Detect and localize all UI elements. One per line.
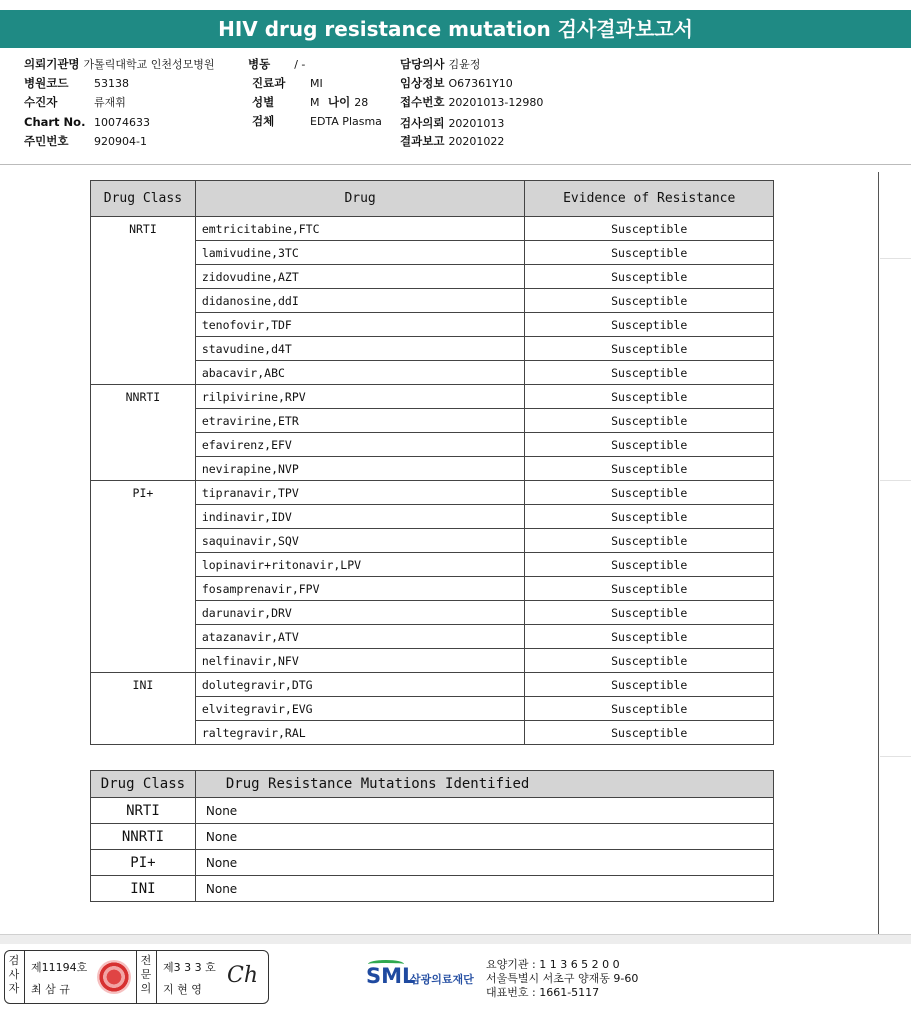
address: 서울특별시 서초구 양재동 9-60 — [486, 972, 639, 985]
mutation-class-cell: NRTI — [91, 798, 196, 824]
mutation-value-cell: None — [195, 876, 773, 902]
table-row — [91, 850, 774, 876]
drug-name-cell: etravirine,ETR — [195, 409, 525, 433]
drug-class-cell: INI — [91, 673, 196, 697]
evidence-cell: Susceptible — [525, 241, 774, 265]
col-header-drug-class: Drug Class — [91, 181, 196, 217]
col-header-drug: Drug — [195, 181, 525, 217]
table-row — [91, 289, 774, 313]
footer-band — [0, 934, 911, 944]
drug-class-cell — [91, 289, 196, 313]
evidence-cell: Susceptible — [525, 625, 774, 649]
receipt-no-field: 접수번호 20201013-12980 — [400, 95, 544, 109]
sig-divider — [156, 951, 157, 1003]
table-row — [91, 625, 774, 649]
header-divider — [0, 164, 911, 165]
specimen-value: EDTA Plasma — [310, 115, 382, 128]
drug-name-cell: indinavir,IDV — [195, 505, 525, 529]
evidence-cell: Susceptible — [525, 649, 774, 673]
drug-class-cell — [91, 577, 196, 601]
ward-field: 병동 / - — [248, 57, 306, 71]
drug-name-cell: atazanavir,ATV — [195, 625, 525, 649]
drug-name-cell: fosamprenavir,FPV — [195, 577, 525, 601]
drug-class-cell — [91, 697, 196, 721]
table-row — [91, 457, 774, 481]
table-row — [91, 529, 774, 553]
clinical-info-value: O67361Y10 — [448, 77, 513, 90]
table-row — [91, 505, 774, 529]
table-row — [91, 265, 774, 289]
evidence-cell: Susceptible — [525, 217, 774, 241]
table-row — [91, 217, 774, 241]
table-row — [91, 721, 774, 745]
mutation-table — [90, 770, 774, 902]
drug-class-cell — [91, 625, 196, 649]
sex-value: M — [310, 96, 320, 109]
mut-col-header-mutations: Drug Resistance Mutations Identified — [195, 771, 773, 798]
department-field: 진료과 MI — [252, 76, 323, 90]
evidence-cell: Susceptible — [525, 529, 774, 553]
evidence-cell: Susceptible — [525, 289, 774, 313]
col-header-evidence: Evidence of Resistance — [525, 181, 774, 217]
foundation-name: 삼광의료재단 — [410, 973, 474, 986]
clinical-info-field: 임상정보 O67361Y10 — [400, 76, 513, 90]
drug-resistance-table — [90, 180, 774, 745]
table-row — [91, 481, 774, 505]
age-value: 28 — [354, 96, 369, 109]
drug-name-cell: saquinavir,SQV — [195, 529, 525, 553]
mut-col-header-class: Drug Class — [91, 771, 196, 798]
drug-name-cell: lamivudine,3TC — [195, 241, 525, 265]
drug-name-cell: nelfinavir,NFV — [195, 649, 525, 673]
drug-class-cell — [91, 457, 196, 481]
drug-class-cell — [91, 313, 196, 337]
doctor-field: 담당의사 김윤정 — [400, 57, 481, 71]
institution-field: 의뢰기관명 가톨릭대학교 인천성모병원 — [24, 57, 215, 71]
mutation-value-cell: None — [195, 798, 773, 824]
drug-name-cell: didanosine,ddI — [195, 289, 525, 313]
evidence-cell: Susceptible — [525, 673, 774, 697]
right-margin-tick — [880, 756, 911, 757]
evidence-cell: Susceptible — [525, 313, 774, 337]
evidence-cell: Susceptible — [525, 433, 774, 457]
handwritten-signature: Ch — [227, 963, 259, 988]
table-row — [91, 824, 774, 850]
evidence-cell: Susceptible — [525, 361, 774, 385]
request-date-value: 20201013 — [448, 117, 505, 130]
drug-class-cell — [91, 433, 196, 457]
drug-class-cell: NRTI — [91, 217, 196, 241]
evidence-cell: Susceptible — [525, 337, 774, 361]
inspector-name: 최 삼 규 — [31, 983, 70, 996]
drug-class-cell — [91, 553, 196, 577]
evidence-cell: Susceptible — [525, 577, 774, 601]
sig-divider — [136, 951, 137, 1003]
drug-class-cell — [91, 337, 196, 361]
drug-name-cell: emtricitabine,FTC — [195, 217, 525, 241]
drug-class-cell — [91, 241, 196, 265]
drug-name-cell: lopinavir+ritonavir,LPV — [195, 553, 525, 577]
table-row — [91, 601, 774, 625]
right-margin-rule — [878, 172, 879, 934]
evidence-cell: Susceptible — [525, 409, 774, 433]
age-field: 나이 28 — [328, 95, 369, 109]
drug-class-cell — [91, 409, 196, 433]
mutation-value-cell: None — [195, 824, 773, 850]
table-row — [91, 798, 774, 824]
table-row — [91, 649, 774, 673]
drug-name-cell: raltegravir,RAL — [195, 721, 525, 745]
table-row — [91, 553, 774, 577]
drug-name-cell: nevirapine,NVP — [195, 457, 525, 481]
drug-name-cell: stavudine,d4T — [195, 337, 525, 361]
drug-name-cell: efavirenz,EFV — [195, 433, 525, 457]
sml-logo — [366, 960, 486, 1000]
sig-divider — [24, 951, 25, 1003]
table-row — [91, 697, 774, 721]
logo-text: SML — [366, 964, 416, 988]
specialist-number: 제3 3 3 호 — [163, 961, 216, 974]
specimen-field: 검체 EDTA Plasma — [252, 114, 382, 128]
table-row — [91, 673, 774, 697]
drug-name-cell: rilpivirine,RPV — [195, 385, 525, 409]
request-date-field: 검사의뢰 20201013 — [400, 116, 505, 130]
evidence-cell: Susceptible — [525, 721, 774, 745]
table-row — [91, 876, 774, 902]
evidence-cell: Susceptible — [525, 505, 774, 529]
doctor-value: 김윤정 — [448, 58, 481, 71]
table-row — [91, 385, 774, 409]
sex-field: 성별 M — [252, 95, 320, 109]
drug-name-cell: darunavir,DRV — [195, 601, 525, 625]
drug-class-cell — [91, 505, 196, 529]
seal-stamp — [97, 960, 131, 994]
specialist-label: 전문의 — [140, 954, 152, 995]
phone-number: 대표번호 : 1661-5117 — [486, 986, 600, 999]
drug-name-cell: tenofovir,TDF — [195, 313, 525, 337]
department-value: MI — [310, 77, 323, 90]
resident-no-field: 주민번호 920904-1 — [24, 134, 147, 148]
evidence-cell: Susceptible — [525, 481, 774, 505]
evidence-cell: Susceptible — [525, 553, 774, 577]
drug-class-cell — [91, 601, 196, 625]
drug-class-cell — [91, 361, 196, 385]
resident-no-value: 920904-1 — [94, 135, 147, 148]
signature-box — [4, 950, 269, 1004]
drug-name-cell: dolutegravir,DTG — [195, 673, 525, 697]
table-row — [91, 241, 774, 265]
chart-no-field: Chart No. 10074633 — [24, 115, 150, 129]
drug-class-cell: PI+ — [91, 481, 196, 505]
specialist-name: 지 현 영 — [163, 983, 202, 996]
table-row — [91, 409, 774, 433]
evidence-cell: Susceptible — [525, 265, 774, 289]
inspector-label: 검사자 — [8, 954, 20, 995]
footer-contact — [486, 958, 638, 1000]
evidence-cell: Susceptible — [525, 697, 774, 721]
hospital-code-field: 병원코드 53138 — [24, 76, 129, 90]
receipt-no-value: 20201013-12980 — [448, 96, 544, 109]
table-row — [91, 361, 774, 385]
mutation-class-cell: PI+ — [91, 850, 196, 876]
table-row — [91, 433, 774, 457]
drug-class-cell — [91, 265, 196, 289]
evidence-cell: Susceptible — [525, 601, 774, 625]
ward-value: / - — [294, 58, 306, 71]
report-title: HIV drug resistance mutation 검사결과보고서 — [0, 10, 911, 48]
result-date-value: 20201022 — [448, 135, 505, 148]
care-institution-no: 요양기관 : 1 1 3 6 5 2 0 0 — [486, 958, 620, 971]
inspector-number: 제11194호 — [31, 961, 88, 974]
mutation-class-cell: INI — [91, 876, 196, 902]
drug-class-cell — [91, 721, 196, 745]
patient-info — [24, 56, 904, 156]
drug-class-cell — [91, 529, 196, 553]
table-row — [91, 337, 774, 361]
drug-name-cell: tipranavir,TPV — [195, 481, 525, 505]
mutation-class-cell: NNRTI — [91, 824, 196, 850]
right-margin-tick — [880, 480, 911, 481]
hospital-code-value: 53138 — [94, 77, 129, 90]
evidence-cell: Susceptible — [525, 457, 774, 481]
drug-name-cell: zidovudine,AZT — [195, 265, 525, 289]
institution-value: 가톨릭대학교 인천성모병원 — [83, 58, 215, 71]
table-row — [91, 313, 774, 337]
table-row — [91, 577, 774, 601]
right-margin-tick — [880, 258, 911, 259]
drug-name-cell: elvitegravir,EVG — [195, 697, 525, 721]
drug-class-cell — [91, 649, 196, 673]
chart-no-value: 10074633 — [94, 116, 150, 129]
patient-name-value: 류재휘 — [94, 96, 126, 109]
result-date-field: 결과보고 20201022 — [400, 134, 505, 148]
drug-name-cell: abacavir,ABC — [195, 361, 525, 385]
patient-name-field: 수진자 류재휘 — [24, 95, 126, 109]
mutation-value-cell: None — [195, 850, 773, 876]
drug-class-cell: NNRTI — [91, 385, 196, 409]
evidence-cell: Susceptible — [525, 385, 774, 409]
